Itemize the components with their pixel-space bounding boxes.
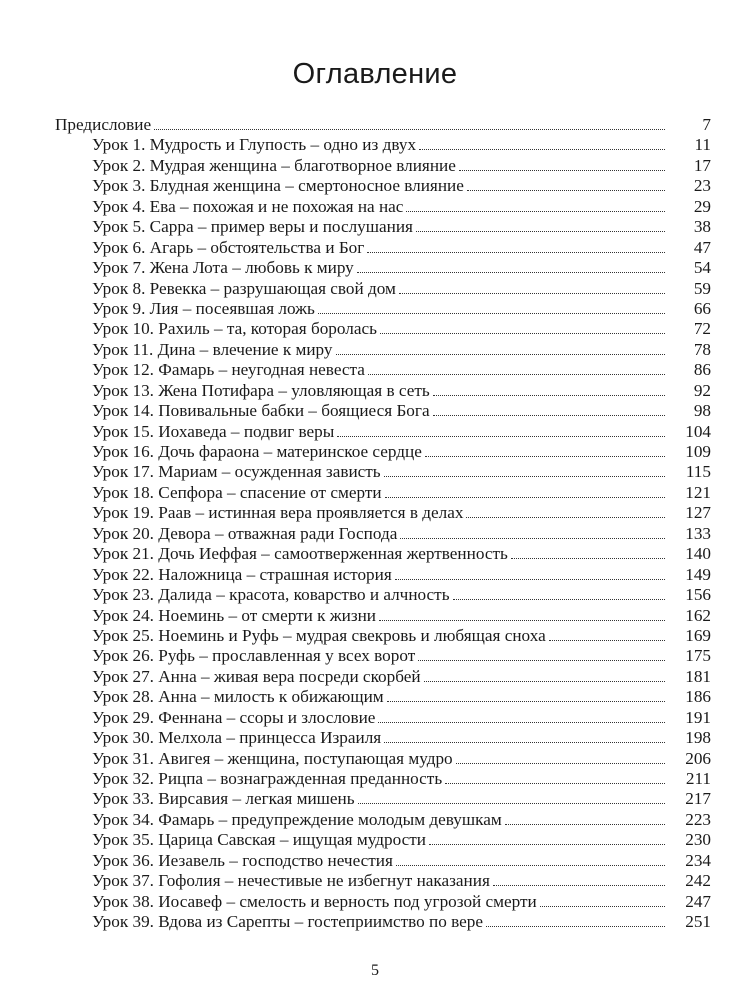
toc-entry-title: Урок 36. Иезавель – господство нечестия <box>92 850 393 870</box>
toc-entry-title: Урок 37. Гофолия – нечестивые не избегнут наказания <box>92 871 490 891</box>
dot-leader <box>367 238 665 253</box>
toc-entry-title: Урок 26. Руфь – прославленная у всех ворот <box>92 646 416 666</box>
toc-entry-page: 59 <box>693 278 711 298</box>
toc-entry-page: 149 <box>685 564 711 584</box>
dot-leader <box>425 442 665 457</box>
toc-entry-title: Урок 2. Мудрая женщина – благотворное влияние <box>92 155 456 175</box>
toc-entry-title: Урок 3. Блудная женщина – смертоносное влияние <box>92 176 464 196</box>
dot-leader <box>466 503 665 518</box>
toc-entry-page: 223 <box>685 809 711 829</box>
toc-entry-title: Урок 20. Девора – отважная ради Господа <box>92 523 398 543</box>
toc-entry-page: 230 <box>685 830 711 850</box>
toc-entry-page: 186 <box>685 687 711 707</box>
toc-entry-lesson[interactable] <box>55 892 711 912</box>
toc-entry-page: 92 <box>693 380 711 400</box>
toc-entry-lesson[interactable] <box>55 156 711 176</box>
dot-leader <box>416 217 665 232</box>
dot-leader <box>384 728 665 743</box>
toc-entry-title: Урок 8. Ревекка – разрушающая свой дом <box>92 278 396 298</box>
toc-entry-page: 251 <box>685 912 711 932</box>
toc-entry-lesson[interactable] <box>55 830 711 850</box>
toc-entry-lesson[interactable] <box>55 871 711 891</box>
dot-leader <box>384 462 665 477</box>
dot-leader <box>540 892 665 907</box>
toc-entry-page: 104 <box>685 421 711 441</box>
toc-entry-page: 109 <box>685 442 711 461</box>
toc-entry-lesson[interactable] <box>55 810 711 830</box>
toc-entry-title: Урок 39. Вдова из Сарепты – гостеприимство по вере <box>92 912 483 932</box>
dot-leader <box>395 565 665 580</box>
toc-entry-title: Урок 12. Фамарь – неугодная невеста <box>92 360 365 380</box>
toc-entry-title: Урок 32. Рицпа – вознагражденная преданность <box>92 769 443 788</box>
dot-leader <box>456 749 665 764</box>
dot-leader <box>486 912 665 927</box>
toc-entry-title: Урок 33. Вирсавия – легкая мишень <box>92 789 355 809</box>
toc-entry-lesson[interactable] <box>55 340 711 360</box>
toc-entry-lesson[interactable] <box>55 483 711 503</box>
toc-entry-title: Урок 10. Рахиль – та, которая боролась <box>92 319 377 339</box>
toc-entry-preface[interactable] <box>55 115 711 135</box>
toc-entry-page: 162 <box>685 605 711 625</box>
toc-entry-title: Урок 11. Дина – влечение к миру <box>92 339 333 359</box>
toc-entry-page: 140 <box>685 544 711 564</box>
toc-entry-lesson[interactable] <box>55 401 711 421</box>
toc-entry-page: 98 <box>693 401 711 421</box>
toc-entry-page: 78 <box>693 339 711 359</box>
dot-leader <box>368 360 665 375</box>
dot-leader <box>399 279 665 294</box>
toc-entry-title: Урок 25. Ноеминь и Руфь – мудрая свекровь и любящая сноха <box>92 625 546 645</box>
toc-entry-page: 47 <box>693 237 711 257</box>
toc-entry-title: Урок 34. Фамарь – предупреждение молодым девушкам <box>92 809 502 829</box>
toc-entry-lesson[interactable] <box>55 319 711 339</box>
dot-leader <box>419 135 665 150</box>
dot-leader <box>459 156 665 171</box>
toc-entry-lesson[interactable] <box>55 769 711 789</box>
dot-leader <box>336 340 665 355</box>
toc-entry-lesson[interactable] <box>55 524 711 544</box>
dot-leader <box>380 319 665 334</box>
dot-leader <box>396 851 665 866</box>
toc-entry-title: Урок 35. Царица Савская – ищущая мудрости <box>92 830 426 850</box>
toc-entry-title: Урок 9. Лия – посеявшая ложь <box>92 298 315 318</box>
dot-leader <box>378 708 665 723</box>
dot-leader <box>154 115 665 130</box>
toc-entry-page: 54 <box>693 258 711 278</box>
toc-entry-lesson[interactable] <box>55 197 711 217</box>
toc-entry-page: 23 <box>693 176 711 196</box>
toc-entry-page: 86 <box>693 360 711 380</box>
dot-leader <box>400 524 665 539</box>
toc-entry-title: Урок 28. Анна – милость к обижающим <box>92 687 384 707</box>
toc-entry-page: 115 <box>685 462 711 482</box>
dot-leader <box>429 830 665 845</box>
toc-entry-title: Урок 24. Ноеминь – от смерти к жизни <box>92 605 377 625</box>
toc-entry-title: Урок 27. Анна – живая вера посреди скорбей <box>92 666 421 686</box>
toc-entry-title: Урок 19. Раав – истинная вера проявляется в делах <box>92 503 464 523</box>
dot-leader <box>424 667 665 682</box>
toc-entry-page: 169 <box>685 625 711 645</box>
toc-entry-title: Урок 17. Мариам – осужденная зависть <box>92 462 381 482</box>
toc-entry-page: 234 <box>685 850 711 870</box>
dot-leader <box>445 769 665 784</box>
toc-entry-page: 211 <box>685 769 711 788</box>
dot-leader <box>505 810 665 825</box>
toc-entry-page: 17 <box>693 155 711 175</box>
toc-entry-title: Урок 4. Ева – похожая и не похожая на нас <box>92 196 404 216</box>
toc-entry-lesson[interactable] <box>55 462 711 482</box>
toc-entry-page: 127 <box>685 503 711 523</box>
toc-entry-title: Урок 14. Повивальные бабки – боящиеся Бога <box>92 401 430 421</box>
toc-entry-title: Урок 18. Сепфора – спасение от смерти <box>92 482 382 502</box>
toc-entry-title: Урок 5. Сарра – пример веры и послушания <box>92 217 413 237</box>
toc-entry-lesson[interactable] <box>55 279 711 299</box>
dot-leader <box>357 258 665 273</box>
toc-entry-page: 156 <box>685 585 711 605</box>
toc-entry-page: 247 <box>685 891 711 911</box>
toc-entry-lesson[interactable] <box>55 749 711 769</box>
toc-entry-lesson[interactable] <box>55 626 711 646</box>
toc-entry-lesson[interactable] <box>55 687 711 707</box>
dot-leader <box>406 197 665 212</box>
toc-entry-page: 206 <box>685 748 711 768</box>
toc-entry-page: 217 <box>685 789 711 809</box>
toc-entry-page: 175 <box>685 646 711 666</box>
toc-entry-page: 121 <box>685 482 711 502</box>
toc-entry-title: Урок 23. Далида – красота, коварство и алчность <box>92 585 450 605</box>
toc-entry-page: 38 <box>693 217 711 237</box>
page-title: Оглавление <box>292 58 458 90</box>
page-number: 5 <box>371 962 379 979</box>
toc-entry-title: Предисловие <box>55 115 152 134</box>
dot-leader <box>453 585 665 600</box>
toc-entry-title: Урок 13. Жена Потифара – уловляющая в сеть <box>92 380 430 400</box>
toc-entry-title: Урок 15. Иохаведа – подвиг веры <box>92 421 335 441</box>
dot-leader <box>358 789 665 804</box>
toc-entry-lesson[interactable] <box>55 238 711 258</box>
toc-entry-page: 191 <box>685 707 711 727</box>
toc-entry-lesson[interactable] <box>55 728 711 748</box>
toc-entry-title: Урок 6. Агарь – обстоятельства и Бог <box>92 237 365 257</box>
dot-leader <box>379 606 665 621</box>
toc-entry-title: Урок 30. Мелхола – принцесса Израиля <box>92 728 382 748</box>
toc-entry-page: 66 <box>693 298 711 318</box>
toc-entry-lesson[interactable] <box>55 851 711 871</box>
toc-entry-page: 11 <box>694 135 711 155</box>
toc-entry-page: 242 <box>685 871 711 891</box>
toc-entry-page: 72 <box>693 319 711 339</box>
toc-entry-title: Урок 22. Наложница – страшная история <box>92 564 392 584</box>
toc-entry-lesson[interactable] <box>55 176 711 196</box>
toc-entry-page: 133 <box>685 523 711 543</box>
toc-entry-title: Урок 21. Дочь Иеффая – самоотверженная жертвенность <box>92 544 508 564</box>
toc-entry-lesson[interactable] <box>55 381 711 401</box>
dot-leader <box>337 422 665 437</box>
toc-entry-lesson[interactable] <box>55 217 711 237</box>
dot-leader <box>387 687 665 702</box>
dot-leader <box>318 299 665 314</box>
dot-leader <box>433 401 665 416</box>
toc-entry-lesson[interactable] <box>55 912 711 932</box>
toc-entry-lesson[interactable] <box>55 667 711 687</box>
table-of-contents <box>55 115 711 933</box>
toc-entry-page: 29 <box>693 196 711 216</box>
toc-entry-lesson[interactable] <box>55 585 711 605</box>
toc-entry-lesson[interactable] <box>55 258 711 278</box>
dot-leader <box>511 544 665 559</box>
toc-entry-lesson[interactable] <box>55 789 711 809</box>
dot-leader <box>418 646 665 661</box>
toc-entry-page: 7 <box>702 115 711 134</box>
toc-entry-lesson[interactable] <box>55 708 711 728</box>
toc-entry-lesson[interactable] <box>55 422 711 442</box>
toc-entry-title: Урок 31. Авигея – женщина, поступающая мудро <box>92 748 453 768</box>
toc-entry-lesson[interactable] <box>55 442 711 462</box>
dot-leader <box>493 871 665 886</box>
toc-entry-lesson[interactable] <box>55 606 711 626</box>
dot-leader <box>549 626 665 641</box>
dot-leader <box>433 381 665 396</box>
toc-entry-lesson[interactable] <box>55 646 711 666</box>
toc-entry-lesson[interactable] <box>55 503 711 523</box>
dot-leader <box>385 483 665 498</box>
toc-entry-title: Урок 38. Иосавеф – смелость и верность под угрозой смерти <box>92 891 537 911</box>
toc-entry-page: 198 <box>685 728 711 748</box>
toc-entry-lesson[interactable] <box>55 135 711 155</box>
toc-entry-lesson[interactable] <box>55 565 711 585</box>
toc-entry-title: Урок 29. Феннана – ссоры и злословие <box>92 707 376 727</box>
dot-leader <box>467 176 665 191</box>
toc-entry-lesson[interactable] <box>55 544 711 564</box>
toc-entry-lesson[interactable] <box>55 299 711 319</box>
toc-entry-title: Урок 1. Мудрость и Глупость – одно из двух <box>92 135 417 155</box>
toc-entry-title: Урок 16. Дочь фараона – материнское сердце <box>92 442 422 461</box>
toc-entry-lesson[interactable] <box>55 360 711 380</box>
toc-entry-page: 181 <box>685 666 711 686</box>
toc-entry-title: Урок 7. Жена Лота – любовь к миру <box>92 258 354 278</box>
